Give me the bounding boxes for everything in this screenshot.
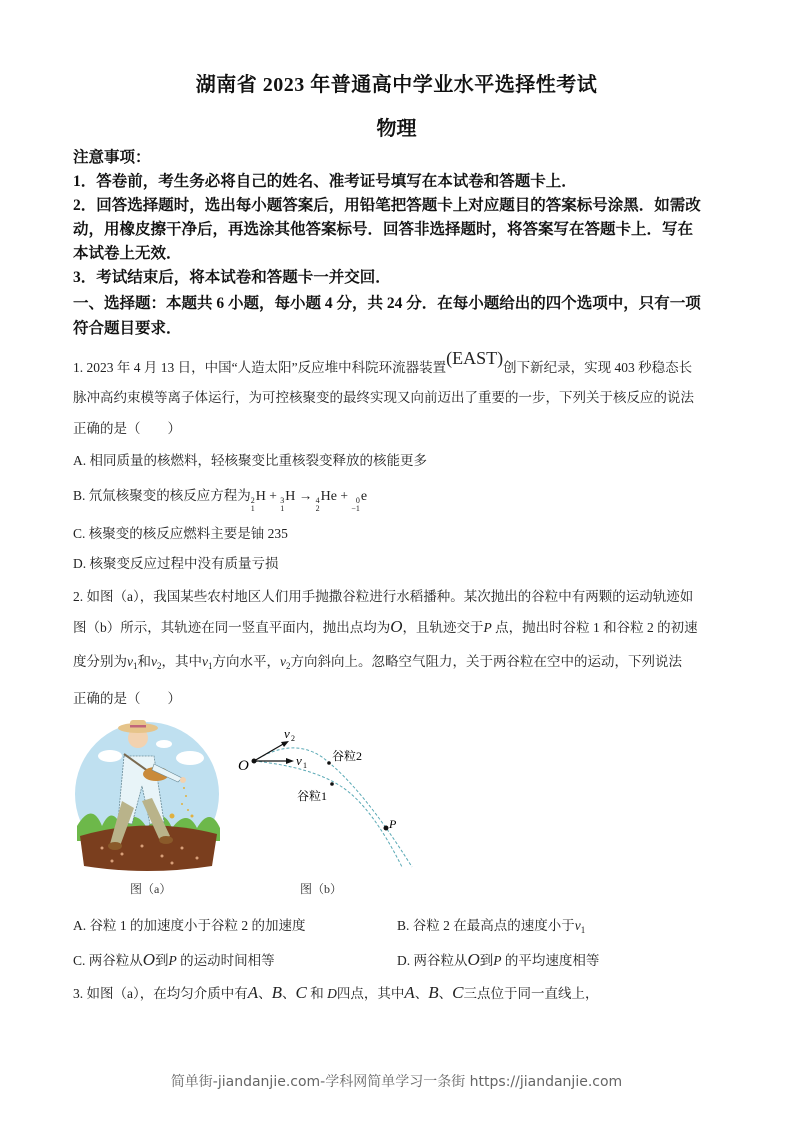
- notice-item-2-cont: 动，用橡皮擦干净后，再选涂其他答案标号．回答非选择题时，将答案写在答题卡上．写在: [73, 221, 694, 238]
- q1-stem-line1: [73, 348, 693, 378]
- point-o-dot: [252, 759, 257, 764]
- svg-text:v: v: [284, 726, 290, 741]
- q2-option-b: B. 谷粒 2 在最高点的速度小于$v_1$: [397, 918, 586, 935]
- figure-a-farmer-illustration: [72, 716, 222, 874]
- q1-text-cont: 创下新纪录，实现 403 秒稳态长: [503, 360, 693, 375]
- footer-watermark: 简单街-jiandanjie.com-学科网简单学习一条街 https://jiandanjie.com: [170, 1074, 623, 1090]
- svg-text:2: 2: [291, 734, 295, 743]
- svg-text:O: O: [238, 758, 249, 774]
- particle-electron: 0 −1 e: [351, 489, 368, 513]
- v1-arrow-icon: [286, 758, 294, 764]
- svg-text:v: v: [296, 753, 302, 768]
- notice-item-3: 3．考试结束后，将本试卷和答题卡一并交回．: [73, 269, 391, 286]
- point-p-label: P: [483, 620, 492, 635]
- q1-east: (EAST): [446, 348, 504, 368]
- point-o-label: O: [390, 617, 403, 636]
- svg-text:1: 1: [303, 761, 307, 770]
- section-heading: 一、选择题：本题共 6 小题，每小题 4 分，共 24 分．在每小题给出的四个选项中，只有一项: [73, 295, 701, 312]
- exam-subject: 物理: [376, 118, 417, 140]
- point-p-dot: [384, 826, 389, 831]
- nuclide-deuterium: 2 1 H: [250, 489, 266, 513]
- q1-option-c: C. 核聚变的核反应燃料主要是铀 235: [73, 526, 288, 541]
- q2-stem-line3: 度分别为$v_1$和$v_2$，其中$v_1$方向水平，$v_2$方向斜向上。忽略空气阻力，关于两谷粒在空中的运动，下列说法: [73, 654, 682, 671]
- q2-stem-line1: 2. 如图（a），我国某些农村地区人们用手抛撒谷粒进行水稻播种。某次抛出的谷粒中有两颗的运动轨迹如: [73, 589, 694, 604]
- q2-option-d: D. 两谷粒从O到P 的平均速度相等: [397, 950, 600, 969]
- q2-stem-line4: 正确的是（ ）: [73, 691, 181, 706]
- figure-a-caption: 图（a）: [130, 882, 172, 896]
- q1-text: 1. 2023 年 4 月 13 日，中国“人造太阳”反应堆中科院环流器装置: [73, 360, 447, 375]
- q2-stem-line2: 图（b）所示，其轨迹在同一竖直平面内，抛出点均为O，且轨迹交于P 点，抛出时谷粒 1 和谷粒 2 的初速: [73, 617, 698, 636]
- figure-b-trajectory-diagram: [232, 722, 432, 872]
- q1-option-a: A. 相同质量的核燃料，轻核聚变比重核裂变释放的核能更多: [73, 453, 427, 468]
- v2-arrow-icon: [281, 741, 289, 747]
- notice-item-1: 1．答卷前，考生务必将自己的姓名、准考证号填写在本试卷和答题卡上．: [73, 173, 577, 190]
- figure-b-caption: 图（b）: [300, 882, 343, 896]
- svg-text:谷粒1: 谷粒1: [297, 789, 328, 803]
- nuclide-helium: 4 2 He: [315, 489, 337, 513]
- notice-item-2-end: 本试卷上无效．: [73, 245, 182, 262]
- trajectory-grain-2: [254, 748, 412, 867]
- q1-stem-line2: 脉冲高约束模等离子体运行，为可控核聚变的最终实现又向前迈出了重要的一步，下列关于核反应的说法: [73, 390, 694, 405]
- q2-option-a: A. 谷粒 1 的加速度小于谷粒 2 的加速度: [73, 918, 306, 933]
- exam-title: 湖南省 2023 年普通高中学业水平选择性考试: [195, 74, 598, 96]
- q2-option-c: C. 两谷粒从O到P 的运动时间相等: [73, 950, 275, 969]
- notice-heading: 注意事项：: [73, 149, 151, 166]
- q1-stem-line3: 正确的是（ ）: [73, 421, 181, 436]
- svg-text:P: P: [389, 817, 397, 831]
- q1-option-d: D. 核聚变反应过程中没有质量亏损: [73, 556, 279, 571]
- q3-stem-line1: 3. 如图（a），在均匀介质中有A、B、C 和 D四点，其中A、B、C三点位于同一直线上，: [73, 983, 599, 1002]
- q1-option-b: B. 氘氚核聚变的核反应方程为 2 1 H + 3 1 H → 4 2 He + 0 −1 e: [73, 488, 368, 513]
- trajectory-grain-1: [254, 761, 402, 867]
- q1-option-b-text: B. 氘氚核聚变的核反应方程为: [73, 488, 251, 503]
- section-heading-cont: 符合题目要求．: [73, 320, 182, 337]
- svg-text:谷粒2: 谷粒2: [332, 749, 363, 763]
- nuclide-tritium: 3 1 H: [280, 489, 296, 513]
- notice-item-2: 2．回答选择题时，选出每小题答案后，用铅笔把答题卡上对应题目的答案标号涂黑．如需改: [73, 197, 701, 214]
